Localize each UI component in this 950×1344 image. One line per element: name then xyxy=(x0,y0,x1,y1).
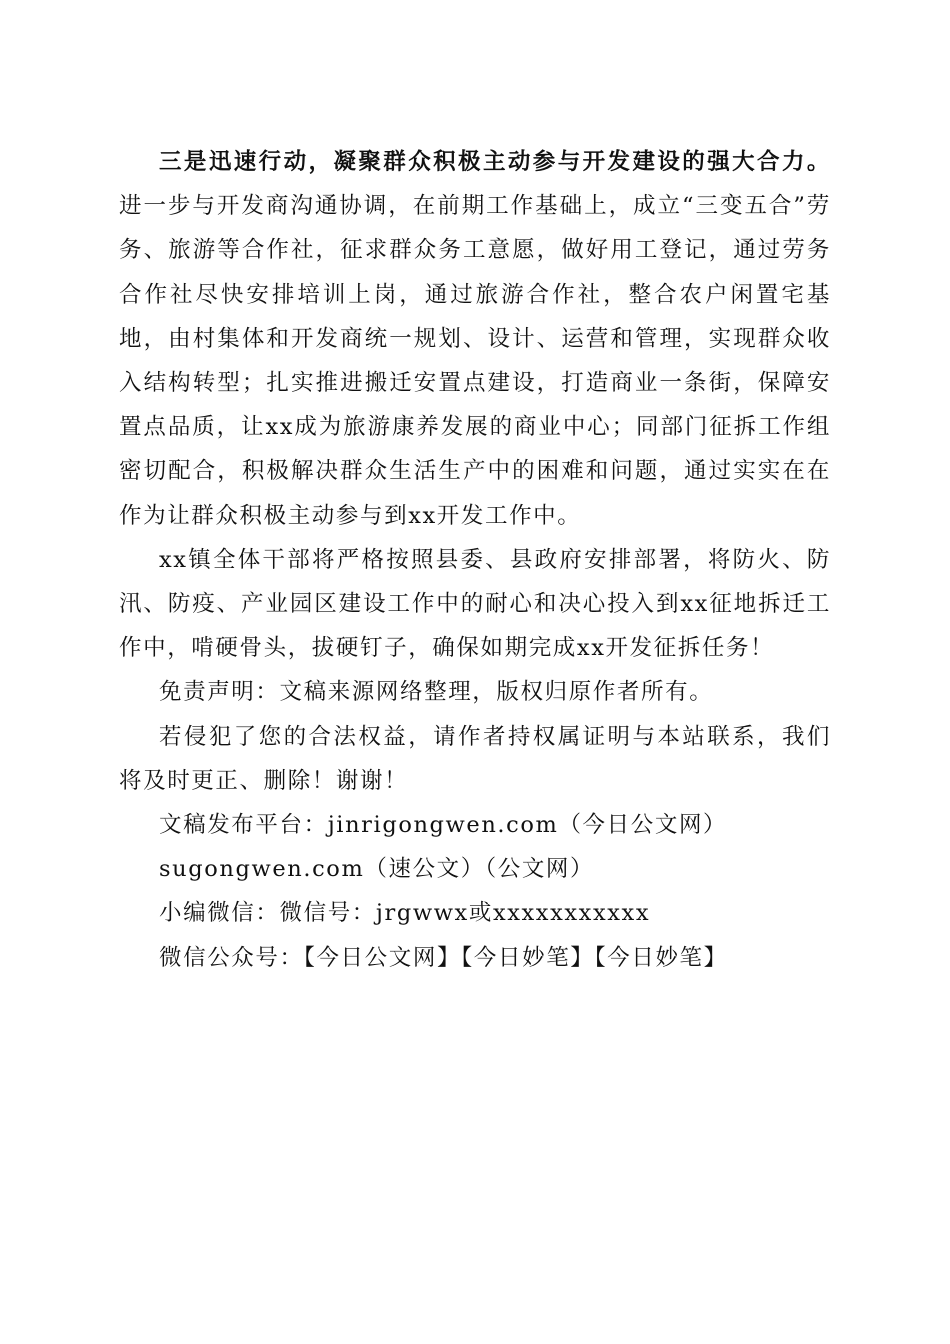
paragraph-body-text: 进一步与开发商沟通协调，在前期工作基础上，成立“三变五合”劳务、旅游等合作社，征求群众务工意愿，做好用工登记，通过劳务合作社尽快安排培训上岗，通过旅游合作社，整合农户闲置宅基地，由村集体和开发商统一规划、设计、运营和管理，实现群众收入结构转型；扎实推进搬迁安置点建设，打造商业一条街，保障安置点品质，让xx成为旅游康养发展的商业中心；同部门征拆工作组密切配合，积极解决群众生活生产中的困难和问题，通过实实在在作为让群众积极主动参与到xx开发工作中。 xyxy=(119,193,831,529)
paragraph-lead-sentence: 三是迅速行动，凝聚群众积极主动参与开发建设的强大合力。 xyxy=(159,149,831,175)
wechat-line: 小编微信：微信号：jrgwwx或xxxxxxxxxxx xyxy=(159,900,651,927)
platform-line: 文稿发布平台：jinrigongwen.com（今日公文网） xyxy=(159,812,728,839)
infringement-notice: 若侵犯了您的合法权益，请作者持权属证明与本站联系，我们将及时更正、删除！谢谢！ xyxy=(119,723,831,794)
official-account-line: 微信公众号：【今日公文网】【今日妙笔】【今日妙笔】 xyxy=(159,944,728,971)
disclaimer-text: 免责声明：文稿来源网络整理，版权归原作者所有。 xyxy=(159,679,714,706)
paragraph-action-plan xyxy=(119,140,831,538)
document-body xyxy=(119,140,831,980)
paragraph-commitment: xx镇全体干部将严格按照县委、县政府安排部署，将防火、防汛、防疫、产业园区建设工作中的耐心和决心投入到xx征地拆迁工作中，啃硬骨头，拔硬钉子，确保如期完成xx开发征拆任务！ xyxy=(119,546,831,662)
platform-line-2: sugongwen.com（速公文）（公文网） xyxy=(159,856,595,883)
